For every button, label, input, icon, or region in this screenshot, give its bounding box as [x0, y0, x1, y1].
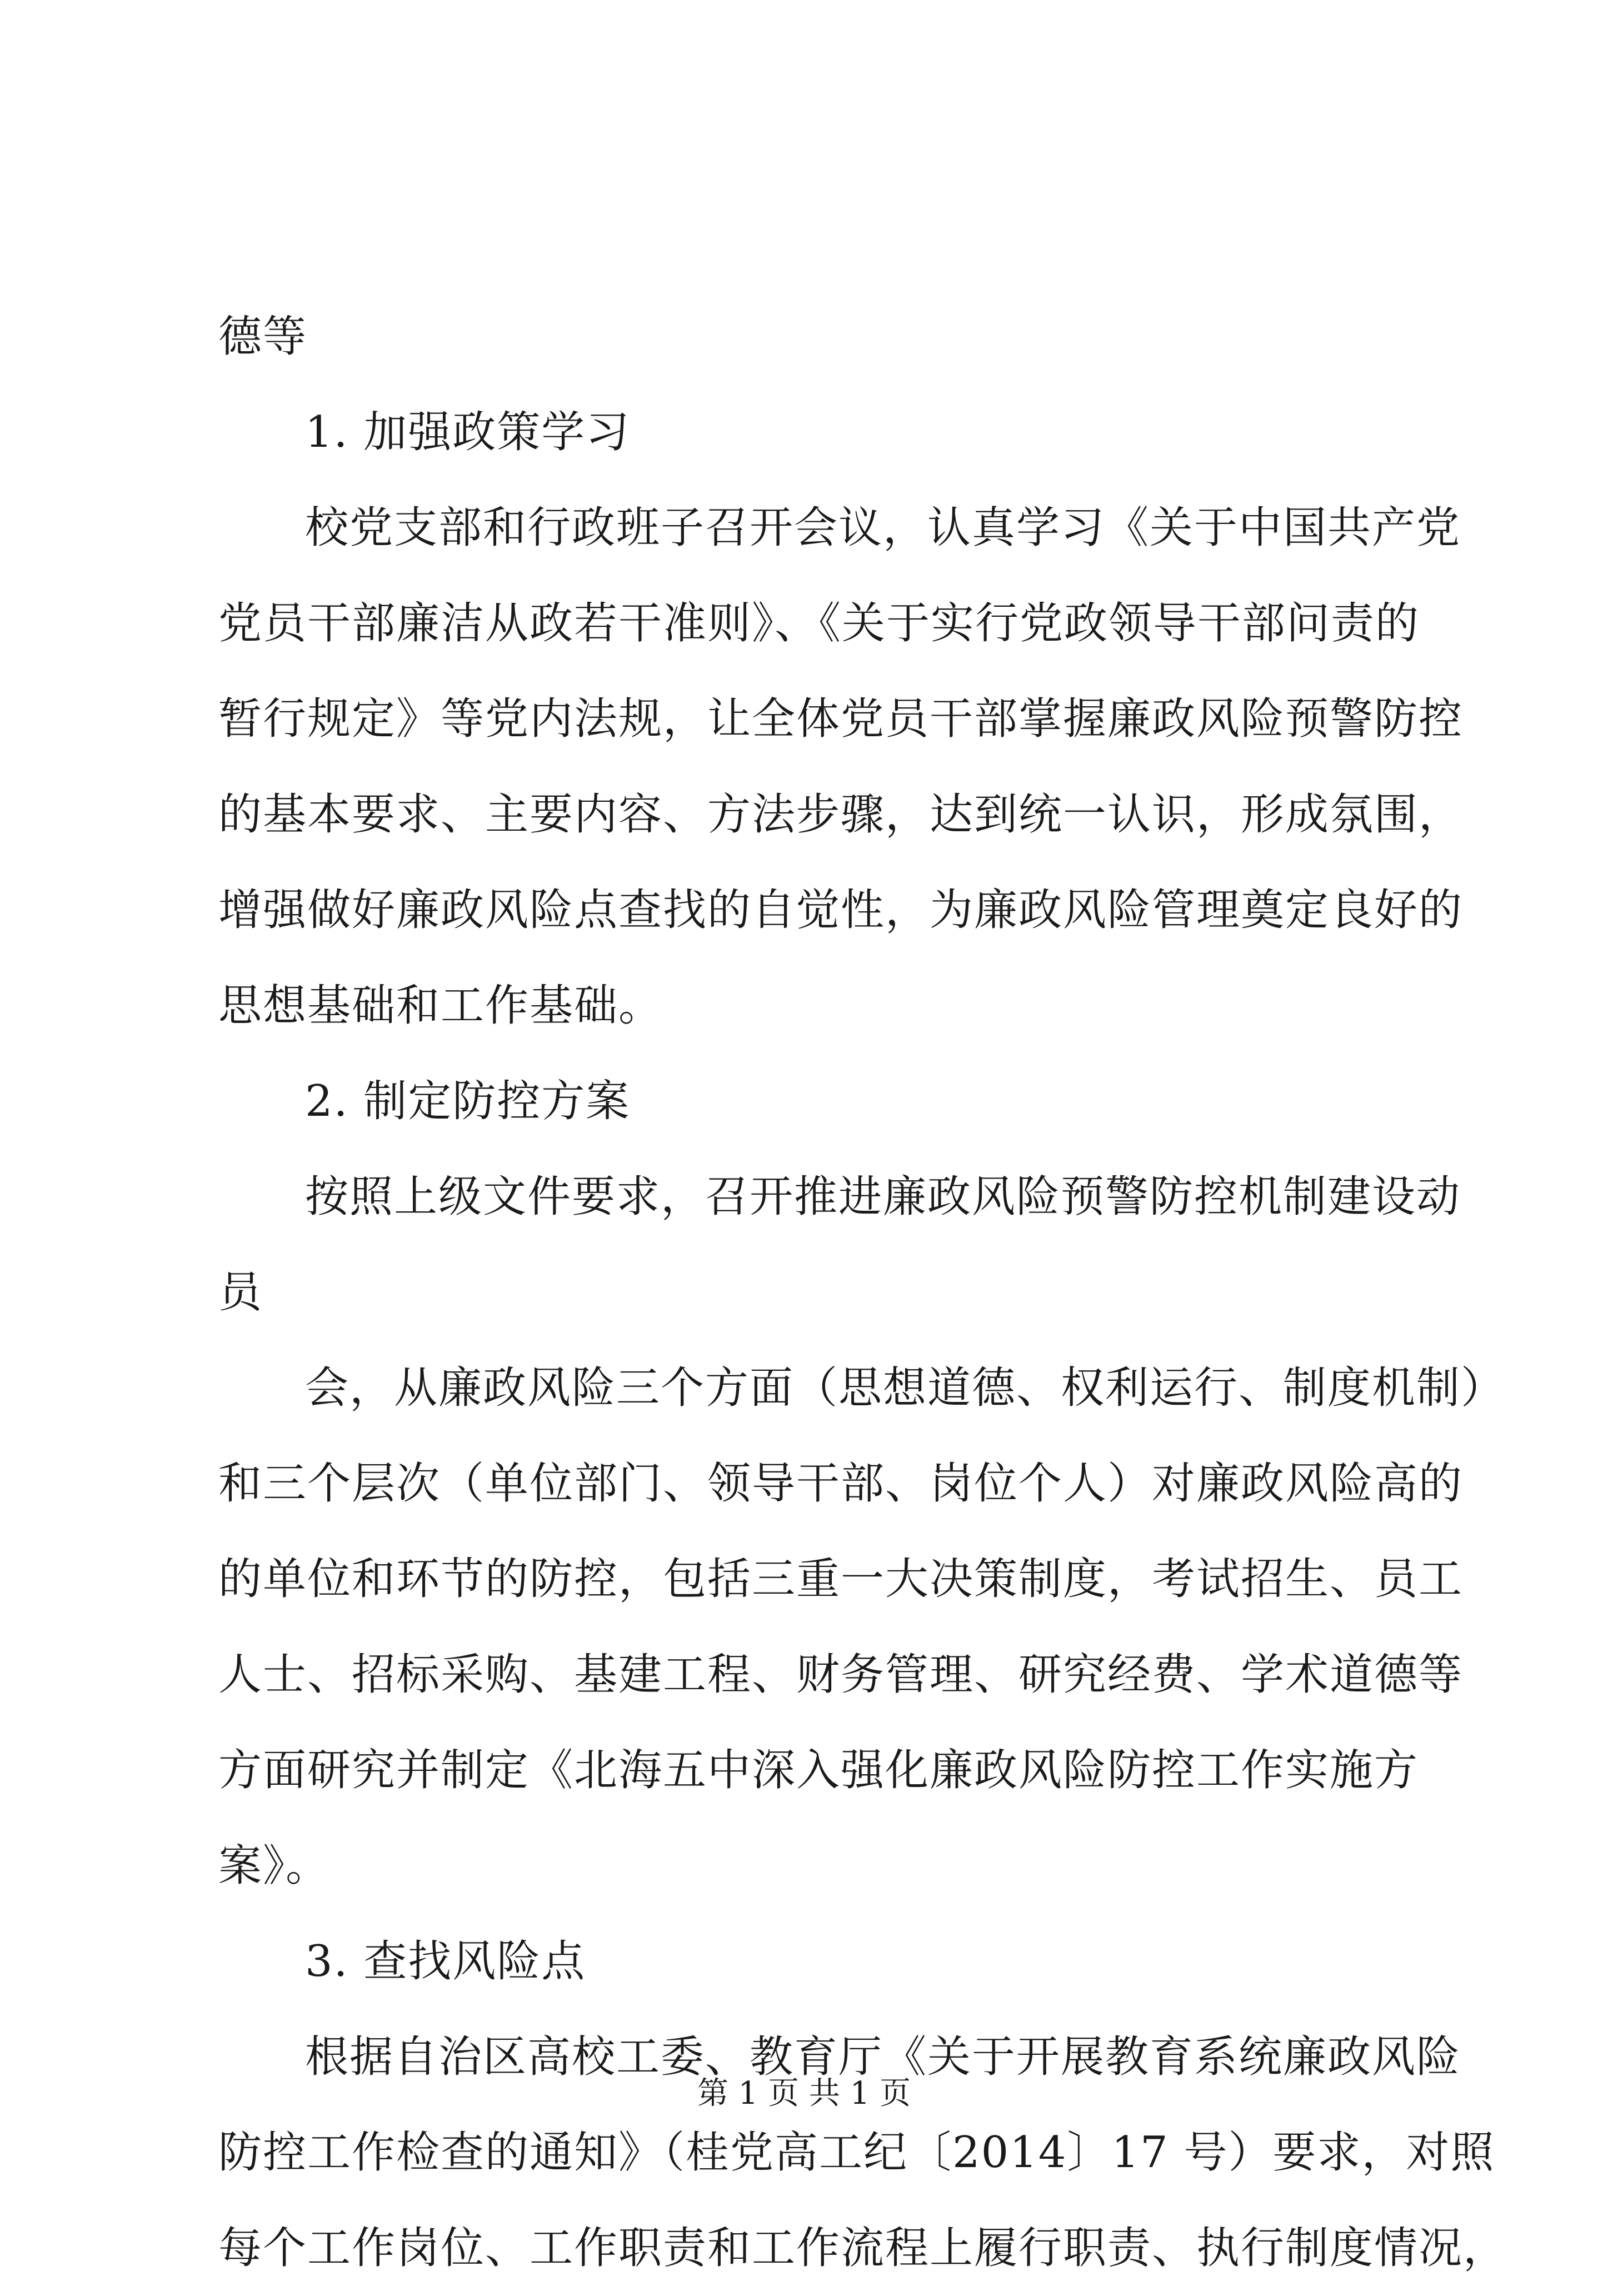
text-line: 人士、招标采购、基建工程、财务管理、研究经费、学术道德等: [218, 1650, 1464, 1700]
text-line: 的单位和环节的防控，包括三重一大决策制度，考试招生、员工: [218, 1554, 1464, 1604]
text-line: 案》。: [218, 1841, 331, 1891]
text-line: 员: [218, 1267, 263, 1317]
text-line: 防控工作检查的通知》（桂党高工纪〔2014〕17 号）要求，对照: [218, 2128, 1495, 2178]
text-line: 校党支部和行政班子召开会议，认真学习《关于中国共产党: [305, 503, 1461, 553]
text-line: 暂行规定》等党内法规，让全体党员干部掌握廉政风险预警防控: [218, 694, 1464, 744]
text-line: 党员干部廉洁从政若干准则》、《关于实行党政领导干部问责的: [218, 598, 1420, 648]
text-line: 会，从廉政风险三个方面（思想道德、权利运行、制度机制）: [305, 1363, 1506, 1413]
section-heading-prevention-plan: 2. 制定防控方案: [305, 1076, 631, 1126]
section-heading-risk-points: 3. 查找风险点: [305, 1936, 586, 1986]
text-line: 根据自治区高校工委、教育厅《关于开展教育系统廉政风险: [305, 2032, 1461, 2082]
text-line: 思想基础和工作基础。: [218, 981, 663, 1031]
page-number-footer: 第 1 页 共 1 页: [697, 2075, 911, 2112]
text-line: 增强做好廉政风险点查找的自觉性，为廉政风险管理奠定良好的: [218, 885, 1464, 935]
section-heading-policy-study: 1. 加强政策学习: [305, 407, 631, 457]
text-line: 方面研究并制定《北海五中深入强化廉政风险防控工作实施方: [218, 1745, 1419, 1795]
text-line: 的基本要求、主要内容、方法步骤，达到统一认识，形成氛围，: [218, 790, 1464, 840]
text-line: 每个工作岗位、工作职责和工作流程上履行职责、执行制度情况，: [218, 2223, 1508, 2273]
text-line: 和三个层次（单位部门、领导干部、岗位个人）对廉政风险高的: [218, 1459, 1464, 1509]
text-line: 按照上级文件要求，召开推进廉政风险预警防控机制建设动: [305, 1172, 1461, 1222]
document-body: [218, 289, 1508, 2296]
text-line: 德等: [218, 312, 308, 362]
